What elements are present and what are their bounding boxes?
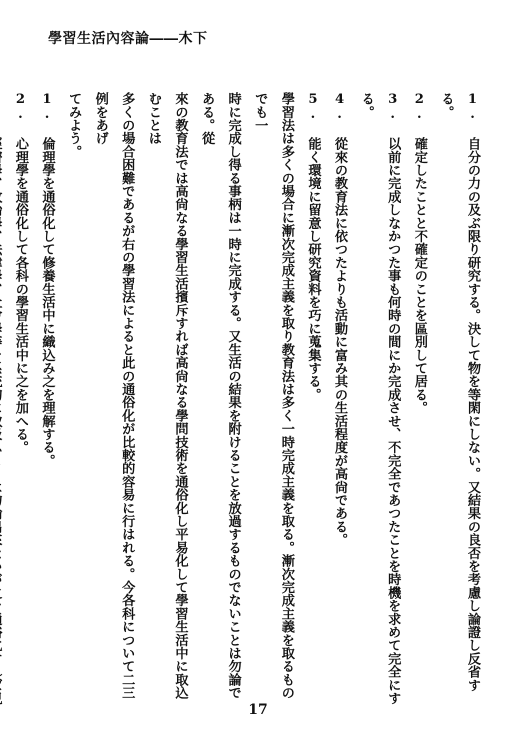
text-line: 4. 從來の教育法に依つたよりも活動に富み其の生活程度が高尙である。 (332, 92, 348, 547)
text-line: 5. 能く環境に留意し研究資料を巧に蒐集する。 (305, 92, 321, 401)
text-line: 來の教育法では高尙なる學習生活擯斥すれば高尙なる學問技術を通俗化し平易化して學習生活中に取込むことは (145, 92, 188, 700)
text-line: 2. 心理學を通俗化して各科の學習生活中に之を加へる。 (12, 92, 28, 454)
running-header: 學習生活內容論――木下 (48, 31, 208, 47)
vertical-text-body (12, 92, 485, 712)
text-line (0, 92, 6, 712)
text-line: 學習法は多くの場合に漸次完成主義を取り教育法は多く一時完成主義を取る。漸次完成主義を取るものでも一 (252, 92, 294, 700)
text-line: てみよう。 (66, 92, 82, 158)
text-line: 1. 自分の力の及ぶ限り研究する。決して物を等閑にしない。又結果の良否を考慮し論證し反省する。 (438, 92, 480, 692)
page-number: 17 (248, 702, 268, 718)
text-line: 1. 倫理學を通俗化して修養生活中に織込み之を理解する。 (39, 92, 55, 467)
text-line: 3. 以前に完成しなかつた事も何時の間にか完成させ、不完全であつたことを時機を求めて完全にする。 (358, 92, 401, 705)
text-line: 2. 確定したことと不確定のことを區別して居る。 (411, 92, 427, 415)
text-line: 時に完成し得る事柄は一時に完成する。又生活の結果を附けることを放過するものでないことは勿論である。從 (199, 92, 241, 700)
text-line: 多くの場合困難であるが右の學習法によると此の通俗化が比較的容易に行はれる。今各科について二三例をあげ (92, 92, 135, 700)
